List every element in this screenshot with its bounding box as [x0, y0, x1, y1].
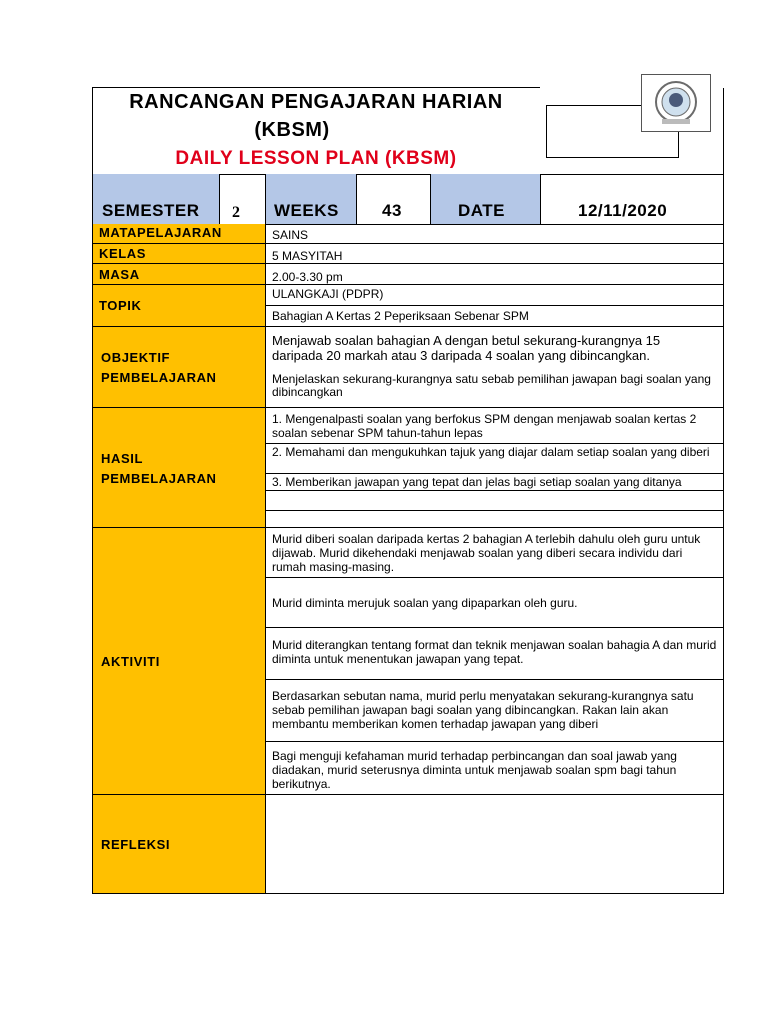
masa-label	[93, 264, 265, 285]
kelas-value	[266, 244, 723, 264]
objektif-label-text-1: OBJEKTIF	[101, 350, 171, 365]
date-value: 12/11/2020	[578, 201, 668, 220]
title-line-2: (KBSM)	[254, 119, 330, 141]
date-label: DATE	[458, 201, 506, 220]
hasil-item-3	[266, 474, 723, 491]
aktiviti-item-5-text: Bagi menguji kefahaman murid terhadap perbincangan dan soal jawab yang diadakan, murid seterusnya diminta untuk menjawab soalan spm bagi tahun berikutnya.	[272, 749, 677, 791]
topik-value-1	[266, 285, 723, 306]
refleksi-label	[93, 795, 265, 893]
kelas-label	[93, 244, 265, 264]
hasil-item-2	[266, 444, 723, 474]
aktiviti-label-text: AKTIVITI	[101, 654, 160, 669]
matapelajaran-value	[266, 224, 723, 244]
weeks-label: WEEKS	[274, 201, 339, 220]
objektif-label	[93, 327, 265, 408]
hasil-label-text-2: PEMBELAJARAN	[101, 471, 217, 486]
kelas-value-text: 5 MASYITAH	[272, 249, 343, 263]
hasil-empty-2	[266, 511, 723, 528]
refleksi-label-text: REFLEKSI	[101, 837, 171, 852]
aktiviti-item-1	[266, 528, 723, 578]
aktiviti-item-2	[266, 578, 723, 628]
aktiviti-label	[93, 528, 265, 795]
aktiviti-item-5	[266, 742, 723, 795]
title-line-1: RANCANGAN PENGAJARAN HARIAN	[129, 91, 503, 113]
masa-value	[266, 264, 723, 285]
hasil-item-1-text: 1. Mengenalpasti soalan yang berfokus SPM dengan menjawab soalan kertas 2 soalan sebenar SPM tahun-tahun lepas	[272, 412, 697, 440]
aktiviti-item-3	[266, 628, 723, 680]
hasil-item-2-text: 2. Memahami dan mengukuhkan tajuk yang diajar dalam setiap soalan yang diberi	[272, 445, 710, 459]
aktiviti-item-3-text: Murid diterangkan tentang format dan teknik menjawan soalan bahagia A dan murid diminta untuk menentukan jawapan yang tepat.	[272, 638, 717, 666]
aktiviti-item-1-text: Murid diberi soalan daripada kertas 2 bahagian A terlebih dahulu oleh guru untuk dijawab. Murid dikehendaki menjawab soalan yang diberi secara individu dari rumah masing-masing.	[272, 532, 701, 574]
topik-value-1-text: ULANGKAJI (PDPR)	[272, 287, 384, 301]
hasil-label	[93, 408, 265, 528]
kelas-label-text: KELAS	[99, 246, 147, 261]
masa-label-text: MASA	[99, 267, 140, 282]
topik-value-2-text: Bahagian A Kertas 2 Peperiksaan Sebenar SPM	[272, 309, 529, 323]
hasil-item-3-text: 3. Memberikan jawapan yang tepat dan jelas bagi setiap soalan yang ditanya	[272, 475, 682, 489]
refleksi-value	[266, 795, 723, 893]
topik-label-text: TOPIK	[99, 298, 142, 313]
title-line-3: DAILY LESSON PLAN (KBSM)	[175, 148, 457, 169]
matapelajaran-label-text: MATAPELAJARAN	[99, 225, 222, 240]
matapelajaran-label	[93, 224, 265, 244]
aktiviti-item-4	[266, 680, 723, 742]
header-top-rule	[92, 87, 540, 88]
objektif-value	[266, 327, 723, 408]
objektif-value-2: Menjelaskan sekurang-kurangnya satu sebab pemilihan jawapan bagi soalan yang dibincangkan	[272, 372, 711, 399]
school-crest-icon	[641, 74, 711, 132]
hasil-empty-1	[266, 491, 723, 511]
masa-value-text: 2.00-3.30 pm	[272, 270, 343, 284]
matapelajaran-value-text: SAINS	[272, 228, 309, 242]
aktiviti-item-2-text: Murid diminta merujuk soalan yang dipaparkan oleh guru.	[272, 596, 578, 610]
aktiviti-item-4-text: Berdasarkan sebutan nama, murid perlu menyatakan sekurang-kurangnya satu sebab pemilihan jawapan bagi soalan yang dibincangkan. Rakan lain akan membantu memberikan komen terhadap jawapan yang diberi	[272, 689, 694, 731]
semester-label: SEMESTER	[102, 201, 200, 220]
objektif-value-1: Menjawab soalan bahagian A dengan betul sekurang-kurangnya 15 daripada 20 markah atau 3 daripada 4 soalan yang dibincangkan.	[272, 333, 661, 363]
topik-value-2	[266, 306, 723, 327]
semester-value: 2	[232, 204, 240, 221]
objektif-label-text-2: PEMBELAJARAN	[101, 370, 217, 385]
hasil-item-1	[266, 408, 723, 444]
weeks-value: 43	[382, 201, 402, 220]
hasil-label-text-1: HASIL	[101, 451, 143, 466]
topik-label	[93, 285, 265, 327]
